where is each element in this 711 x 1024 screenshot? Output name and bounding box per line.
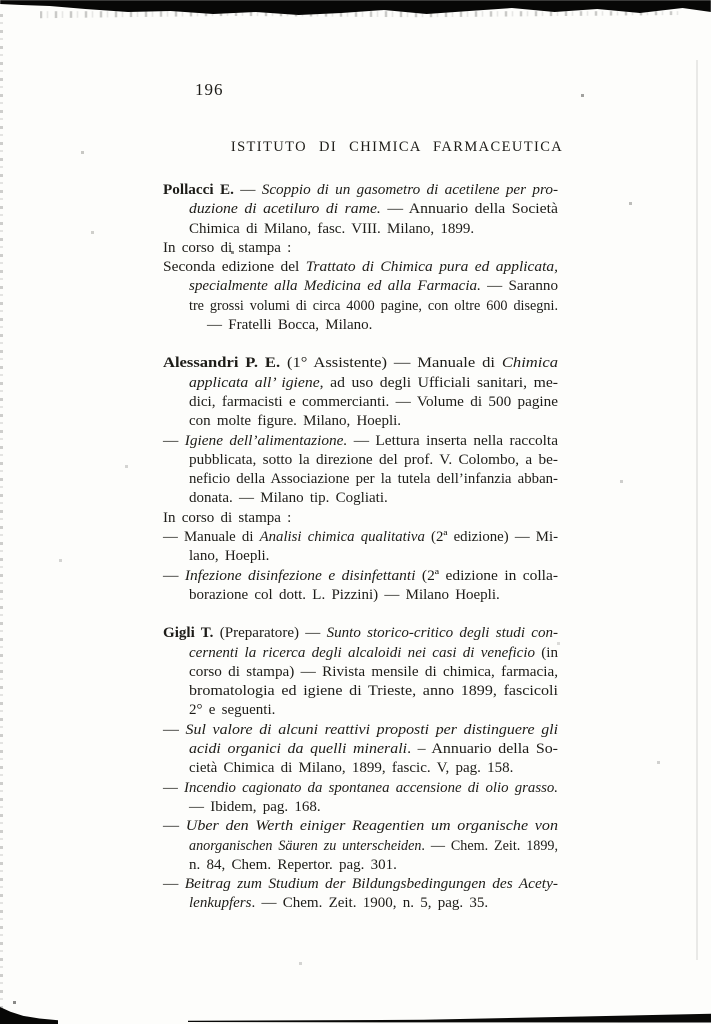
entry-line [189,759,558,778]
entry-line [163,354,558,373]
text-segment: cernenti la ricerca degli alcaloidi nei casi di veneficio [189,644,536,661]
text-segment: In corso di stampa : [163,239,292,256]
text-segment: Igiene dell’alimentazione. [184,432,348,449]
text-segment: In corso di stampa : [163,509,292,526]
text-segment: lano, Hoepli. [189,548,270,565]
text-segment: (Preparatore) — [213,625,327,642]
entry-line-text [189,470,558,489]
bibliography-entry [163,721,558,779]
text-segment: Beitrag zum Studium der Bildungsbedingungen des Acety- [184,876,558,893]
scan-artifact-bottom-line [188,1013,711,1023]
scan-artifact-bottom-wedge [0,1007,58,1024]
entry-line-text [189,798,321,817]
entry-line [163,721,558,740]
text-segment: specialmente alla Medicina ed alla Farmacia. [189,278,481,295]
text-segment: . – Annuario della So- [407,741,558,758]
text-segment: — [233,182,262,198]
entry-line [189,297,558,316]
text-segment: — Lettura inserta nella raccolta [347,432,558,449]
bibliography-entry [163,258,558,335]
text-segment: Seconda edizione del [163,259,306,276]
text-segment: borazione col dott. L. Pizzini) — Milano Hoepli. [189,586,500,603]
bibliography-entry [163,432,558,509]
entry-line [189,682,558,701]
entry-line-text [163,779,558,798]
text-segment: Pollacci E. [163,182,234,198]
bibliography-entry [163,817,558,875]
entry-line [163,509,558,528]
entry-line-text [189,547,269,566]
text-segment: . — Chem. Zeit. 1900, n. 5, pag. 35. [251,895,489,912]
page-number: 196 [195,80,224,99]
bibliography-entry [163,239,558,258]
text-segment: Uber den Werth einiger Reagentien um organische von [185,818,559,835]
text-segment: (2ª edizione) — Mi- [424,529,558,546]
text-segment: pubblicata, sotto la direzione del prof. V. Colombo, a be- [189,451,558,468]
scan-artifact-top-noise [40,11,680,20]
entry-line [189,200,558,219]
entry-line [163,181,558,200]
entry-line [189,470,558,489]
entry-line [189,220,558,239]
text-segment: anorganischen Säuren zu unterscheiden [189,837,422,854]
text-segment: dici, farmacisti e commercianti. — Volume di 500 pagine [189,393,558,410]
scan-specks [0,0,1,1]
text-segment: — Annuario della Società [380,201,558,218]
entry-line-text [189,682,558,701]
text-segment: acidi organici da quelli minerali [189,741,408,758]
bibliography-entry [163,181,558,239]
text-segment: donata. — Milano tip. Cogliati. [189,490,388,507]
entry-line-text [189,740,558,759]
text-segment: Alessandri P. E. [163,355,281,372]
text-segment: — Fratelli Bocca, Milano. [207,317,373,334]
entry-line-text [189,644,558,663]
text-segment: — [163,779,185,796]
text-segment: — [163,567,185,584]
bibliography-text-block [163,181,558,914]
entry-line-text [163,624,558,643]
text-segment: Sunto storico-critico degli studi con- [326,625,558,642]
entry-line-text [163,567,558,586]
entry-line [189,644,558,663]
entry-line [163,528,558,547]
text-segment: Infezione disinfezione e disinfettanti [184,567,416,584]
entry-line-text [163,528,558,547]
entry-line-text [163,354,558,373]
text-segment: (2ª edizione in colla- [415,567,558,584]
text-segment: (1° Assistente) — Manuale di [280,355,502,372]
entry-line-text [189,220,474,239]
entry-line [189,798,558,817]
text-segment: Trattato di Chimica pura ed applicata, [305,259,558,276]
text-segment: — Saranno [480,278,558,295]
entry-line [189,856,558,875]
entry-line [189,393,558,412]
bibliography-entry [163,567,558,606]
entry-line-text [189,277,558,296]
text-segment: — [163,818,186,835]
entry-line [189,277,558,296]
entry-line-text [163,239,291,258]
section-title: ISTITUTO DI CHIMICA FARMACEUTICA [230,139,564,155]
text-segment: Chimica di Milano, fasc. VIII. Milano, 1899. [189,220,475,237]
entry-line-text [189,489,388,508]
entry-line-text [189,701,275,720]
entry-line [163,258,558,277]
text-segment: Gigli T. [163,625,214,642]
text-segment: . — Chem. Zeit. 1899, [421,837,558,854]
entry-line-text [189,374,558,393]
text-segment: Scoppio di un gasometro di acetilene per pro- [261,182,558,198]
text-segment: bromatologia ed igiene di Trieste, anno 1899, fascicoli [189,683,558,700]
entry-line [189,451,558,470]
bibliography-entry [163,509,558,528]
text-segment: con molte figure. Milano, Hoepli. [189,413,402,430]
entry-line-text [189,759,513,778]
entry-line [207,316,558,335]
text-segment: — [163,876,185,893]
entry-line [163,624,558,643]
entry-line [189,489,558,508]
text-segment: Analisi chimica qualitativa [259,529,425,546]
text-segment: cietà Chimica di Milano, 1899, fascic. V, pag. 158. [189,760,514,777]
text-segment: Incendio cagionato da spontanea accensione di olio grasso. [184,779,558,796]
text-segment: — [163,721,186,738]
entry-line [163,875,558,894]
text-segment: (in [535,644,558,661]
text-segment: n. 84, Chem. Repertor. pag. 301. [189,856,397,873]
entry-line-text [207,316,372,335]
entry-line [189,412,558,431]
text-segment: — Ibidem, pag. 168. [189,798,321,815]
text-segment: applicata all’ igiene [189,374,320,391]
entry-line-text [163,258,558,277]
text-segment: corso di stampa) — Rivista mensile di chimica, farmacia, [189,663,558,680]
entry-line [189,701,558,720]
entry-line-text [189,837,558,856]
text-segment: 2° e seguenti. [189,702,276,719]
entry-line-text [189,586,500,605]
bibliography-entry [163,354,558,431]
text-segment: Chimica [501,355,558,372]
scan-artifact-left-edge [0,14,3,1010]
bibliography-entry [163,779,558,818]
entry-line-text [189,894,488,913]
text-segment: neficio della Associazione per la tutela dell’infanzia abban- [189,471,558,488]
entry-line [163,432,558,451]
entry-line-text [163,817,558,836]
entry-line-text [189,856,397,875]
entry-line [163,817,558,836]
entry-line [189,894,558,913]
entry-line [163,239,558,258]
entry-line-text [189,200,558,219]
entry-line [189,663,558,682]
entry-line [189,837,558,856]
text-segment: lenkupfers [189,895,252,912]
entry-line [189,374,558,393]
bibliography-entry [163,875,558,914]
scan-artifact-right-edge [696,60,698,960]
entry-line [189,547,558,566]
bibliography-entry [163,624,558,720]
entry-line [189,740,558,759]
entry-line-text [189,412,401,431]
text-segment: — Manuale di [163,529,260,546]
entry-line-text [189,297,558,316]
entry-line-text [189,451,558,470]
entry-line [189,586,558,605]
text-segment: , ad uso degli Ufficiali sanitari, me- [319,374,558,391]
entry-line-text [163,721,558,740]
text-segment: Sul valore di alcuni reattivi proposti per distinguere gli [185,721,559,738]
entry-line-text [189,393,558,412]
entry-line [163,779,558,798]
text-segment: tre grossi volumi di circa 4000 pagine, con oltre 600 disegni. [189,297,558,314]
text-segment: — [163,432,185,449]
entry-line-text [189,663,558,682]
entry-line-text [163,181,558,200]
entry-line-text [163,509,291,528]
entry-line-text [163,432,558,451]
entry-line [163,567,558,586]
bibliography-entry [163,528,558,567]
text-segment: duzione di acetiluro di rame. [189,201,381,218]
entry-line-text [163,875,558,894]
